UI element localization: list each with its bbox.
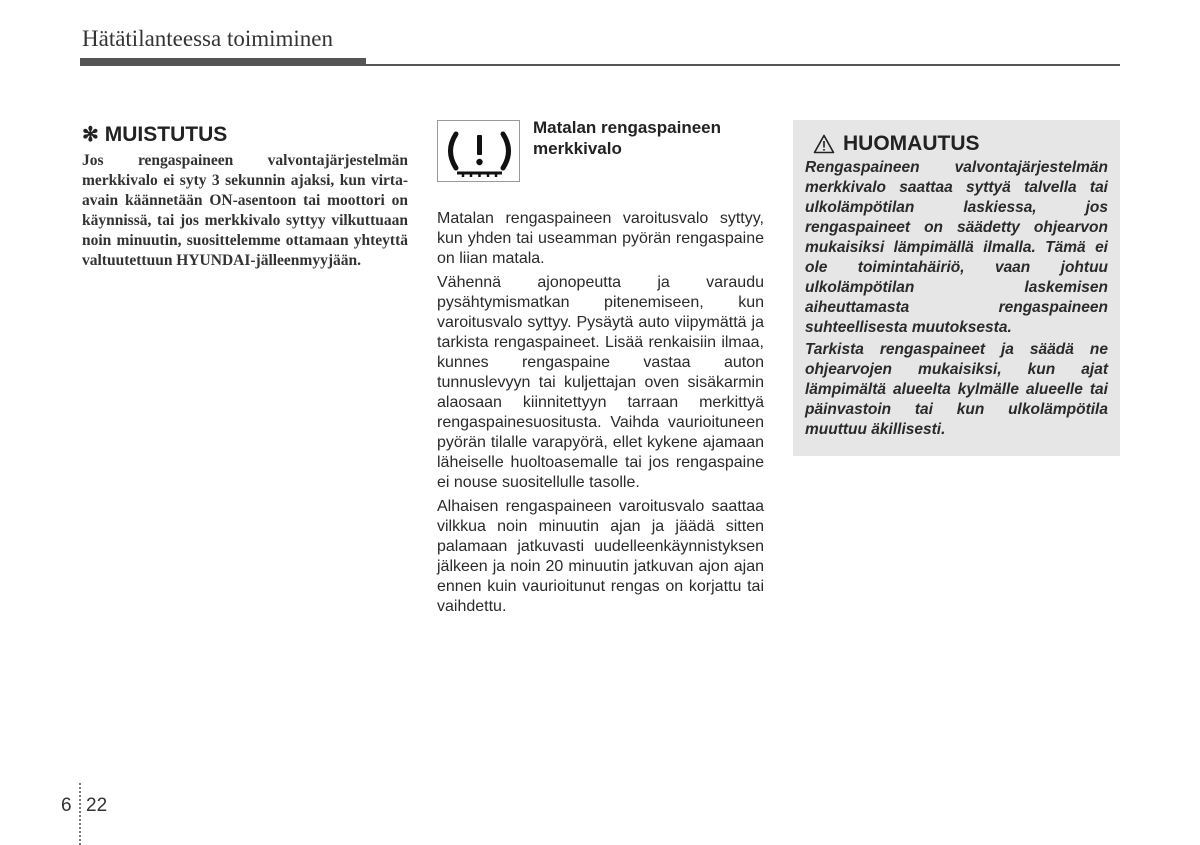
chapter-number: 6 (61, 795, 72, 816)
caution-heading (805, 132, 1108, 156)
note-body: Jos rengaspaineen valvontajärjestelmän merkkivalo ei syty 3 sekunnin ajaksi, kun virta-avain käännetään ON-asentoon tai moottori on käynnissä, tai jos merkkivalo syttyy vilkuttuaan noin minuutin, suosittelemme ottamaan yhteyttä valtuutettuun HYUNDAI-jälleenmyyjään. (82, 152, 408, 269)
note-heading-text: MUISTUTUS (104, 122, 228, 146)
caution-box (793, 120, 1120, 456)
note-heading (82, 122, 408, 147)
caution-paragraph: Tarkista rengaspaineet ja säädä ne ohjearvojen mukaisiksi, kun ajat lämpimältä alueelta kylmälle alueelle tai päinvastoin tai kun ulkolämpötila muuttuu äkillisesti. (805, 341, 1108, 438)
header-rule-thick (80, 58, 366, 66)
page-header-title: Hätätilanteessa toimiminen (82, 26, 334, 51)
tire-pressure-warning-icon (437, 120, 520, 182)
note-star-icon: ✻ (82, 124, 99, 146)
page-number-divider (79, 783, 81, 845)
warning-triangle-icon (813, 134, 835, 154)
caution-heading-text: HUOMAUTUS (843, 132, 980, 155)
page-number: 22 (86, 795, 108, 816)
indicator-paragraph: Alhaisen rengaspaineen varoitusvalo saattaa vilkkua noin minuutin ajan ja jäädä sitten palamaan jatkuvasti uudelleenkäynnistyksen jälkeen ja noin 20 minuutin jatkuvan ajon ajan ennen kuin vaurioitunut rengas on korjattu tai vaihdettu. (437, 498, 764, 615)
indicator-description (437, 209, 764, 621)
caution-paragraph: Rengaspaineen valvontajärjestelmän merkkivalo saattaa syttyä talvella tai ulkolämpötilan laskiessa, jos rengaspaineet on säädetty ohjearvon mukaisiksi lämpimällä ilmalla. Tämä ei ole toimintahäiriö, vaan johtuu ulkolämpötilan laskemisen aiheuttamasta rengaspaineen suhteellisesta muutoksesta. (805, 159, 1108, 336)
note-section (82, 122, 408, 271)
header-rule-thin (366, 64, 1120, 66)
indicator-title: Matalan rengaspaineen merkkivalo (533, 118, 722, 158)
indicator-paragraph: Matalan rengaspaineen varoitusvalo syttyy, kun yhden tai useamman pyörän rengaspaine on liian matala. (437, 210, 764, 267)
indicator-paragraph: Vähennä ajonopeutta ja varaudu pysähtymismatkan pitenemiseen, kun varoitusvalo syttyy. Pysäytä auto viipymättä ja tarkista rengaspaineet. Lisää renkaisiin ilmaa, kunnes rengaspaine vastaa auton tunnuslevyyn tai kuljettajan oven sisäkarmin alaosaan kiinnitettyyn tarraan merkittyä rengaspainesuositusta. Vaihda vaurioituneen pyörän tilalle varapyörä, ellet kykene ajamaan läheiselle huoltoasemalle tai jos rengaspaine ei nouse suositellulle tasolle. (437, 274, 764, 491)
